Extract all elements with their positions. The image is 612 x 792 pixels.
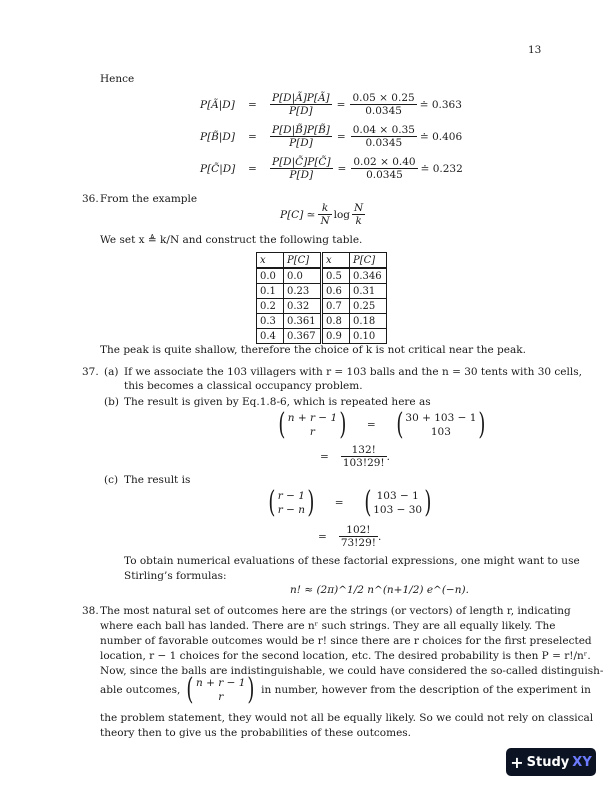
problem-38-line: location, r − 1 choices for the second location, etc. The desired probability is then P = r!/nʳ. <box>100 650 591 662</box>
part-c-factorial-eq: = $\frac{102!}{73!29!}$ . <box>318 524 382 549</box>
probability-table <box>256 252 387 344</box>
stirling-formula: n! ≈ (2π)^1/2 n^(n+1/2) e^(−n). <box>290 584 469 596</box>
table-row: 0.2 0.32 0.7 0.25 <box>257 299 387 314</box>
part-c-binomial-eq: ( r − 1 r − n ) = ( 103 − 1 103 − 30 ) <box>268 485 432 520</box>
problem-37-number: 37. <box>82 366 99 378</box>
hence-text: Hence <box>100 73 135 85</box>
table-row: 0.3 0.361 0.8 0.18 <box>257 314 387 329</box>
problem-36-number: 36. <box>82 193 99 205</box>
problem-38-able-line: able outcomes, ( n + r − 1 r ) in number, however from the description of the experiment in <box>100 672 591 707</box>
part-a-text-1: If we associate the 103 villagers with r = 103 balls and the n = 30 tents with 30 cells, <box>124 366 582 378</box>
plus-icon: + <box>510 752 524 772</box>
problem-36-intro: From the example <box>100 193 198 205</box>
table-row: 0.4 0.367 0.9 0.10 <box>257 329 387 344</box>
bayes-row-b: P[B̃|D] = $\frac{P[D|B̃]P[B̃]}{P[D]}$ = $\frac{0.04 \times 0.35}{0.0345}$ ≐ 0.406 <box>200 124 463 149</box>
part-a-label: (a) <box>104 366 119 378</box>
part-a-text-2: this becomes a classical occupancy problem. <box>124 380 363 392</box>
problem-36-conclusion: The peak is quite shallow, therefore the choice of k is not critical near the peak. <box>100 344 526 356</box>
problem-38-tail-line: theory then to give us the probabilities of these outcomes. <box>100 727 412 739</box>
studyxy-logo: + Study XY <box>506 748 596 776</box>
stirling-text-1: To obtain numerical evaluations of these factorial expressions, one might want to use <box>124 555 580 567</box>
problem-36-formula: P[C] ≃ $\frac{k}{N}$ log $\frac{N}{k}$ <box>280 202 364 227</box>
problem-38-line: number of favorable outcomes would be r! since there are r choices for the first preselected <box>100 635 592 647</box>
table-header-row: x P[C] x P[C] <box>257 253 387 269</box>
bayes-row-a: P[Ã|D] = $\frac{P[D|Ã]P[Ã]}{P[D]}$ = $\frac{0.05 \times 0.25}{0.0345}$ ≐ 0.363 <box>200 92 462 117</box>
problem-36-setup: We set x ≜ k/N and construct the following table. <box>100 234 363 246</box>
part-b-factorial-eq: = $\frac{132!}{103!29!}$ . <box>320 444 390 469</box>
problem-38-tail-line: the problem statement, they would not all be equally likely. So we could not rely on classical <box>100 712 594 724</box>
part-c-text: The result is <box>124 474 191 486</box>
problem-38-line: Now, since the balls are indistinguishable, we could have considered the so-called distinguish- <box>100 665 604 677</box>
problem-38-number: 38. <box>82 605 99 617</box>
part-c-label: (c) <box>104 474 119 486</box>
problem-38-line: The most natural set of outcomes here are the strings (or vectors) of length r, indicating <box>100 605 571 617</box>
problem-38-line: where each ball has landed. There are nʳ such strings. They are all equally likely. The <box>100 620 556 632</box>
table-row: 0.0 0.0 0.5 0.346 <box>257 268 387 284</box>
bayes-row-c: P[C̃|D] = $\frac{P[D|C̃]P[C̃]}{P[D]}$ = $\frac{0.02 \times 0.40}{0.0345}$ ≐ 0.232 <box>200 156 463 181</box>
part-b-binomial-eq: ( n + r − 1 r ) = ( 30 + 103 − 1 103 ) <box>278 407 486 442</box>
page-number: 13 <box>528 44 542 56</box>
part-b-label: (b) <box>104 396 119 408</box>
part-b-text: The result is given by Eq.1.8-6, which is repeated here as <box>124 396 431 408</box>
stirling-text-2: Stirling’s formulas: <box>124 570 227 582</box>
table-row: 0.1 0.23 0.6 0.31 <box>257 284 387 299</box>
